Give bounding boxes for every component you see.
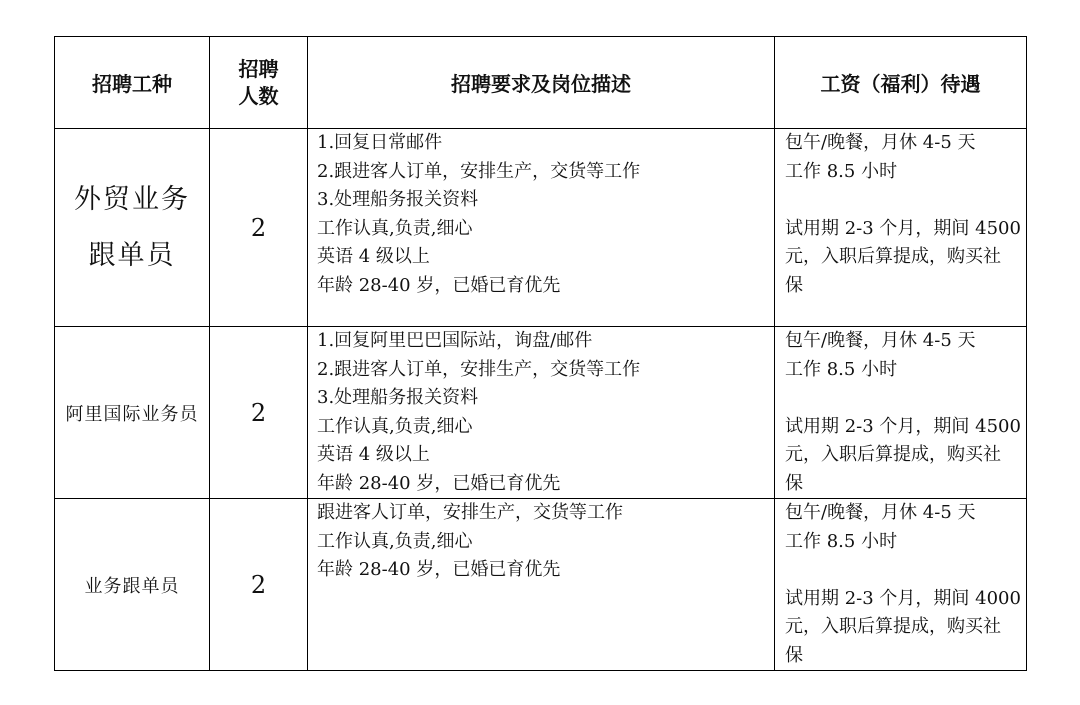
description-cell (308, 129, 775, 327)
pay-cell (775, 327, 1027, 499)
text-line: 试用期 2-3 个月，期间 4000 (785, 587, 1021, 609)
text-line: 1.回复阿里巴巴国际站，询盘/邮件 (317, 330, 593, 351)
text-line: 2.跟进客人订单，安排生产，交货等工作 (317, 358, 641, 380)
text-line (785, 384, 1022, 413)
table-row (55, 499, 1027, 671)
job-type-cell: 阿里国际业务员 (55, 327, 210, 499)
header-pay: 工资（福利）待遇 (775, 37, 1027, 129)
text-line: 英语 4 级以上 (317, 246, 430, 267)
description-lines (308, 499, 774, 585)
text-line: 工作认真,负责,细心 (317, 217, 473, 239)
text-line: 3.处理船务报关资料 (317, 189, 479, 210)
text-line: 工作 8.5 小时 (785, 358, 898, 380)
header-description: 招聘要求及岗位描述 (308, 37, 775, 129)
text-line: 英语 4 级以上 (317, 444, 430, 465)
header-headcount (210, 37, 308, 129)
pay-cell (775, 129, 1027, 327)
text-line: 元，入职后算提成，购买社 (785, 616, 1001, 637)
pay-cell (775, 499, 1027, 671)
header-headcount-line: 人数 (238, 83, 279, 108)
table-row (55, 327, 1027, 499)
description-lines (308, 327, 774, 498)
headcount-cell: 2 (210, 129, 308, 327)
description-lines (308, 129, 774, 300)
description-cell (308, 327, 775, 499)
text-line: 工作 8.5 小时 (785, 530, 898, 552)
pay-lines (775, 129, 1026, 300)
header-job-type: 招聘工种 (55, 37, 210, 129)
table-row (55, 129, 1027, 327)
text-line: 年龄 28-40 岁，已婚已育优先 (317, 559, 561, 580)
job-type-cell (55, 129, 210, 327)
text-line: 保 (785, 644, 803, 666)
text-line: 工作认真,负责,细心 (317, 415, 473, 437)
recruitment-table (54, 36, 1027, 671)
text-line: 3.处理船务报关资料 (317, 387, 479, 408)
text-line: 1.回复日常邮件 (317, 132, 443, 153)
text-line (785, 556, 1022, 585)
text-line: 包午/晚餐，月休 4-5 天 (785, 132, 976, 153)
description-cell (308, 499, 775, 671)
text-line: 试用期 2-3 个月，期间 4500 (785, 415, 1021, 437)
header-row (55, 37, 1027, 129)
text-line: 工作 8.5 小时 (785, 160, 898, 182)
text-line: 元，入职后算提成，购买社 (785, 444, 1001, 465)
text-line: 年龄 28-40 岁，已婚已育优先 (317, 274, 561, 296)
job-type-line: 跟单员 (88, 239, 176, 271)
text-line: 保 (785, 472, 803, 494)
header-headcount-line: 招聘 (238, 56, 279, 81)
text-line: 保 (785, 274, 803, 296)
text-line: 包午/晚餐，月休 4-5 天 (785, 330, 976, 351)
headcount-cell: 2 (210, 327, 308, 499)
job-type-line: 外贸业务 (74, 183, 190, 215)
job-type-cell: 业务跟单员 (55, 499, 210, 671)
pay-lines (775, 499, 1026, 670)
text-line: 跟进客人订单，安排生产，交货等工作 (317, 502, 623, 523)
pay-lines (775, 327, 1026, 498)
headcount-cell: 2 (210, 499, 308, 671)
text-line (785, 186, 1022, 215)
text-line: 元，入职后算提成，购买社 (785, 246, 1001, 267)
text-line: 工作认真,负责,细心 (317, 530, 473, 552)
text-line: 2.跟进客人订单，安排生产，交货等工作 (317, 160, 641, 182)
text-line: 试用期 2-3 个月，期间 4500 (785, 217, 1021, 239)
text-line: 年龄 28-40 岁，已婚已育优先 (317, 472, 561, 494)
text-line: 包午/晚餐，月休 4-5 天 (785, 502, 976, 523)
